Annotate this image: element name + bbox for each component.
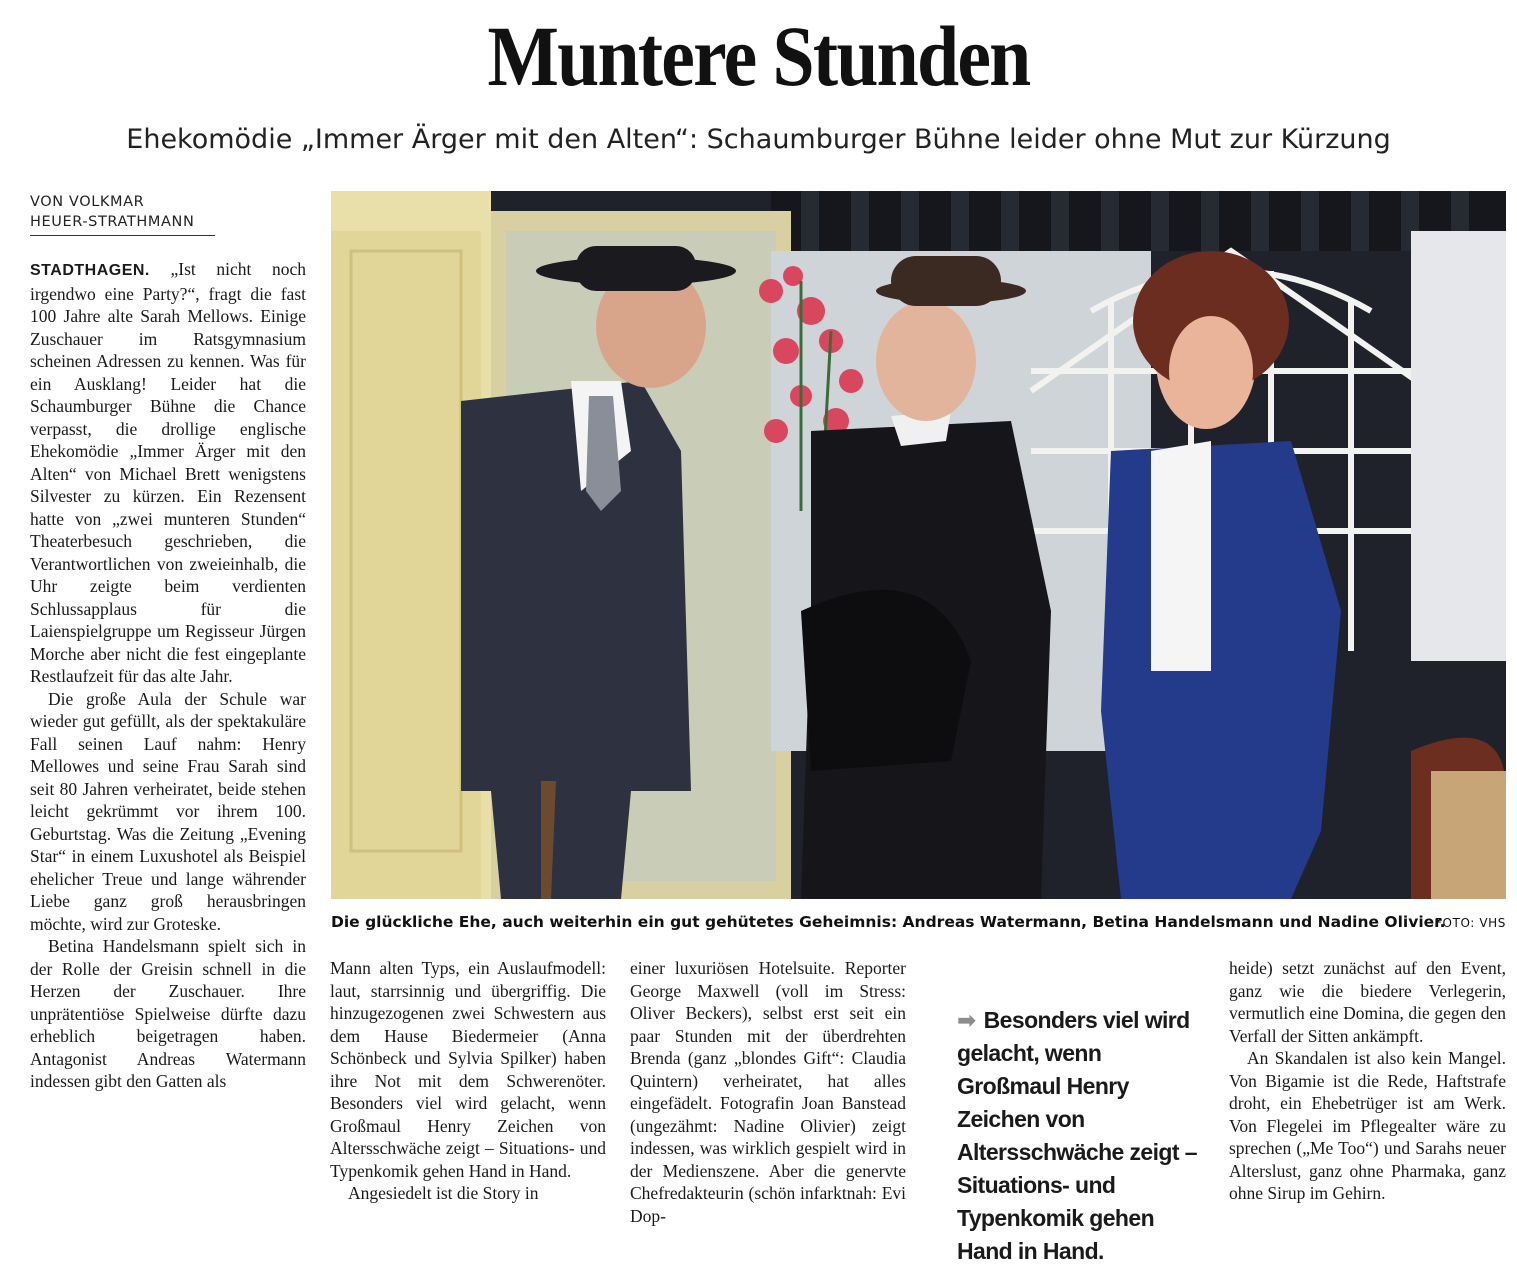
paragraph	[30, 258, 306, 688]
paragraph: einer luxuriösen Hotelsuite. Reporter George Maxwell (voll im Stress: Oliver Beckers), selbst erst seit ein paar Stunden mit der überdrehten Brenda (ganz „blondes Gift“: Claudia Quintern) verheiratet, hat alles eingefädelt. Fotografin Joan Banstead (ungezähmt: Nadine Olivier) zeigt indessen, was wirklich gespielt wird in der Medienszene. Aber die genervte Chefredakteurin (schön infarktnah: Evi Dop-	[630, 958, 906, 1226]
photo-caption	[331, 909, 1506, 935]
paragraph: heide) setzt zunächst auf den Event, ganz wie die biedere Verlegerin, vermutlich eine Domina, die gegen den Verfall der Sitten ankämpft.	[1229, 958, 1506, 1046]
pull-quote-text: Besonders viel wird gelacht, wenn Großmaul Henry Zeichen von Altersschwäche zeigt – Situations- und Typenkomik gehen Hand in Hand.	[957, 1007, 1197, 1264]
headline: Muntere Stunden	[487, 8, 1030, 104]
paragraph: Angesiedelt ist die Story in	[348, 1183, 539, 1203]
paragraph-text: „Ist nicht noch irgendwo eine Party?“, fragt die fast 100 Jahre alte Sarah Mellows. Einige Zuschauer im Ratsgymnasium scheinen Adressen zu kennen. Was für ein Ausklang! Leider hat die Schaumburger Bühne die Chance verpasst, die drollige englische Ehekomödie „Immer Ärger mit den Alten“ von Michael Brett wenigstens Silvester zu kürzen. Ein Rezensent hatte von „zwei munteren Stunden“ Theaterbesuch geschrieben, die Verantwortlichen von zweieinhalb, die Uhr zeigte beim verdienten Schlussapplaus für die Laienspielgruppe um Regisseur Jürgen Morche aber nicht die fest eingeplante Restlaufzeit für das alte Jahr.	[30, 259, 307, 686]
paragraph: Betina Handelsmann spielt sich in der Rolle der Greisin schnell in die Herzen der Zuschauer. Ihre unprätentiöse Spielweise dürfte dazu erheblich beigetragen haben. Antagonist Andreas Watermann indessen gibt den Gatten als	[30, 936, 306, 1091]
dateline: STADTHAGEN.	[30, 262, 150, 279]
paragraph: An Skandalen ist also kein Mangel. Von Bigamie ist die Rede, Haftstrafe droht, ein Ehebetrüger ist am Werk. Von Flegelei im Pflegealter wäre zu sprechen („Me Too“) und Sarahs neuer Alterslust, ganz ohne Pharmaka, ganz ohne Sirup im Gehirn.	[1229, 1048, 1506, 1203]
article-column-4	[1229, 957, 1506, 1205]
subheadline: Ehekomödie „Immer Ärger mit den Alten“: Schaumburger Bühne leider ohne Mut zur Kürzung	[126, 124, 1391, 155]
stage-photo	[331, 191, 1506, 899]
stage-photo-illustration	[331, 191, 1506, 899]
byline-line-2: HEUER-STRATHMANN	[30, 214, 195, 230]
article-column-3	[630, 957, 906, 1227]
paragraph: Die große Aula der Schule war wieder gut gefüllt, als der spektakuläre Fall seinen Lauf nahm: Henry Mellowes und seine Frau Sarah sind seit 80 Jahren verheiratet, beide stehen leicht gekrümmt vor ihrem 100. Geburtstag. Was die Zeitung „Evening Star“ in einem Luxushotel als Beispiel ehelicher Treue und lange währender Liebe ganz groß herausbringen möchte, wird zur Groteske.	[30, 688, 306, 934]
caption-text: Die glückliche Ehe, auch weiterhin ein gut gehütetes Geheimnis: Andreas Watermann, Betina Handelsmann und Nadine Olivier.	[331, 913, 1446, 931]
pull-quote	[957, 1004, 1197, 1268]
photo-credit: FOTO: VHS	[1434, 916, 1506, 930]
article-column-1	[30, 258, 306, 1093]
byline	[30, 192, 215, 236]
article-column-2	[330, 957, 606, 1205]
byline-line-1: VON VOLKMAR	[30, 194, 145, 210]
paragraph: Mann alten Typs, ein Auslaufmodell: laut, starrsinnig und übergriffig. Die hinzugezogenen zwei Schwestern aus dem Hause Biedermeier (Anna Schönbeck und Sylvia Spilker) haben ihre Not mit dem Schwerenöter. Besonders viel wird gelacht, wenn Großmaul Henry Zeichen von Altersschwäche zeigt – Situations- und Typenkomik gehen Hand in Hand.	[330, 958, 606, 1181]
arrow-right-icon: ➡	[957, 1007, 976, 1033]
